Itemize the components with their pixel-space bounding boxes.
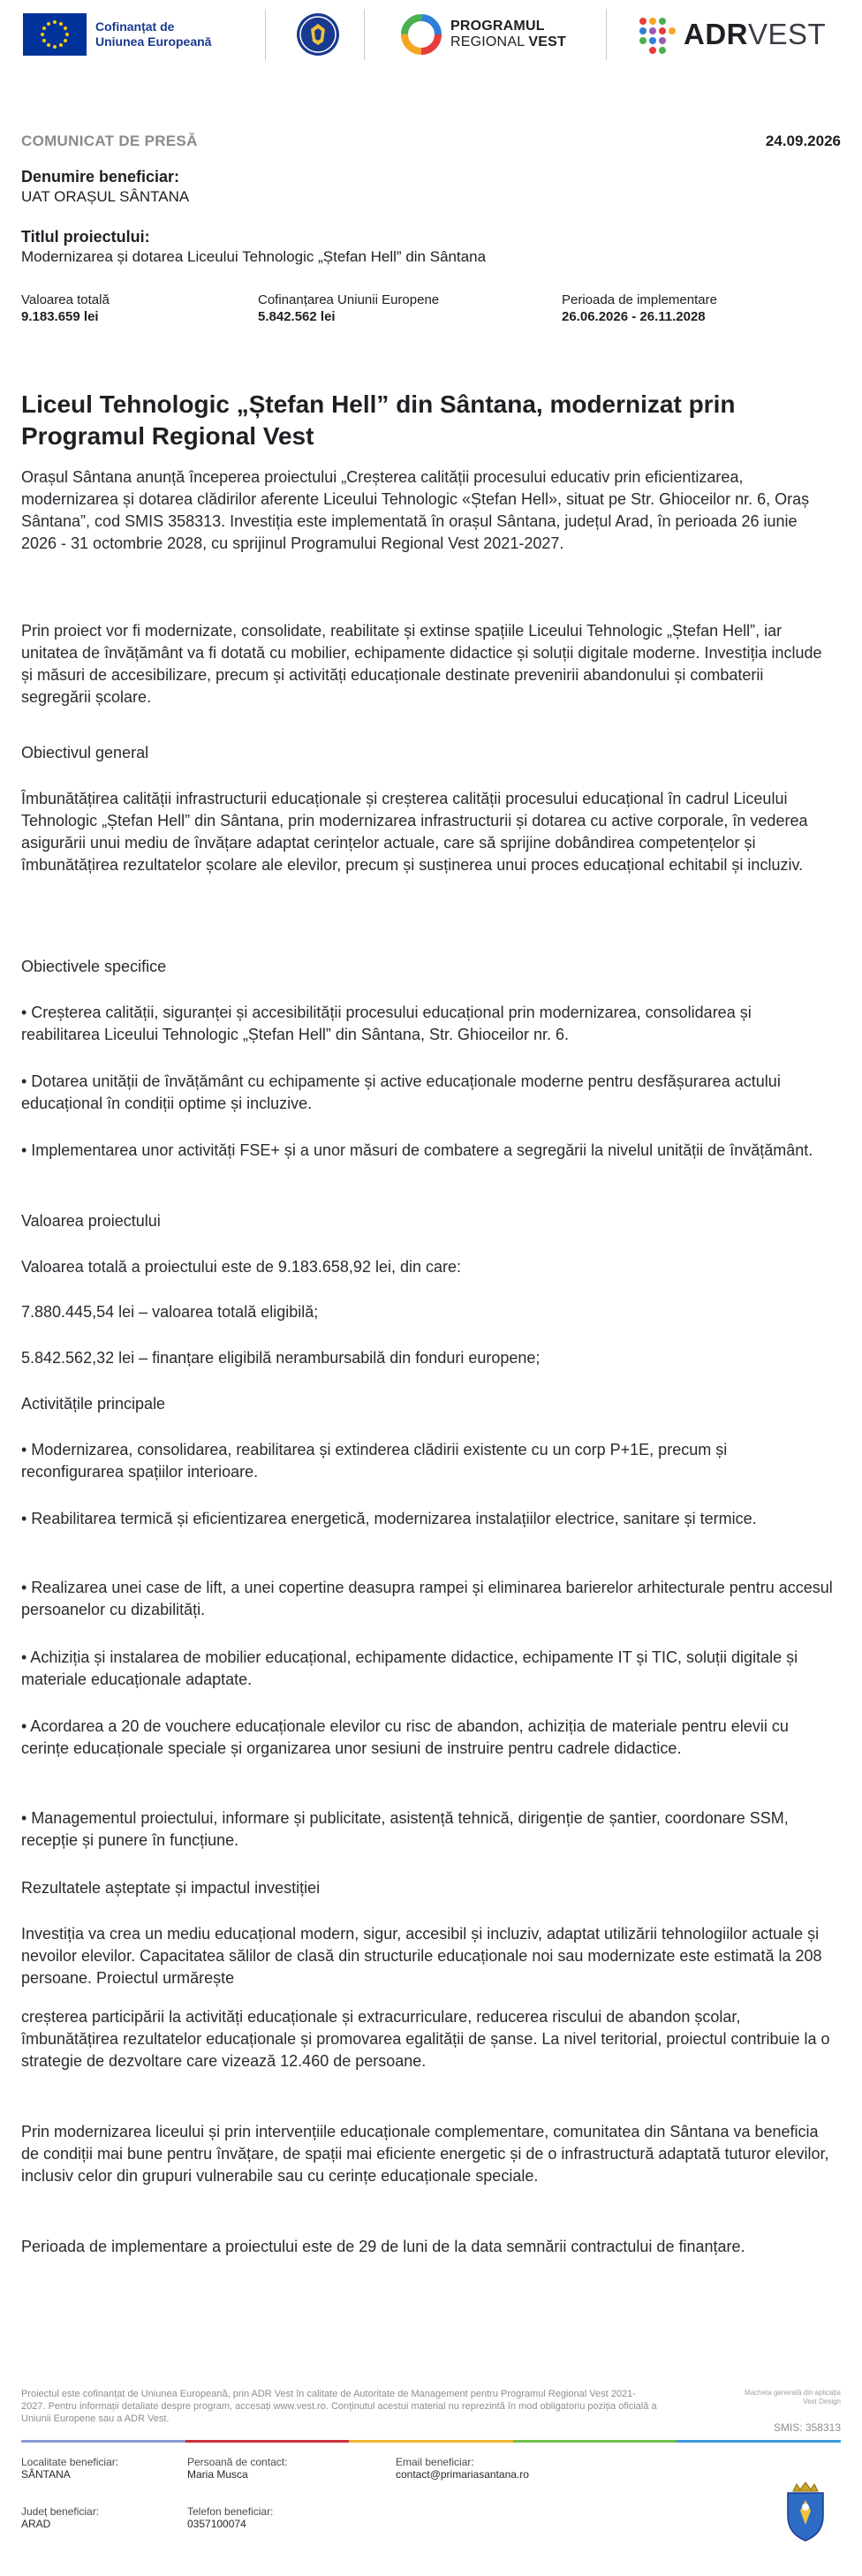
list-item: • Reabilitarea termică și eficientizarea energetică, modernizarea instalațiilor electrice, sanitare și termice.	[21, 1510, 757, 1527]
divider	[265, 9, 266, 60]
adr-vest-text	[684, 18, 826, 51]
footer-email-value[interactable]: contact@primariasantana.ro	[396, 2468, 529, 2481]
meta-implementation-period	[562, 292, 717, 325]
press-date: 24.09.2026	[765, 133, 841, 149]
eu-text-line1: Cofinanțat de	[95, 19, 175, 34]
list-item: • Modernizarea, consolidarea, reabilitarea și extinderea clădirii existente cu un corp P+1E, precum și reconfigurarea spațiilor interioare.	[21, 1441, 728, 1481]
project-title-label: Titlul proiectului:	[21, 228, 150, 246]
press-header	[21, 133, 841, 152]
meta-eu-cofinancing	[258, 292, 439, 325]
meta-label: Perioada de implementare	[562, 292, 717, 307]
list-item: • Acordarea a 20 de vouchere educaționale elevilor cu risc de abandon, achiziția de materiale pentru elevii cu cerințe educaționale speciale și organizarea unor sesiuni de instruire pentru cadrele didactice.	[21, 1717, 789, 1757]
footer-email-label: Email beneficiar:	[396, 2456, 474, 2468]
header-logos	[0, 0, 862, 69]
section-heading: Obiectivul general	[21, 744, 149, 761]
color-bar-segment	[513, 2440, 677, 2443]
regional-program-line2-bold: VEST	[528, 34, 566, 49]
santana-coat-of-arms-icon	[783, 2481, 828, 2542]
meta-value: 5.842.562 lei	[258, 309, 336, 324]
project-title-value: Modernizarea și dotarea Liceului Tehnologic „Ștefan Hell” din Sântana	[21, 248, 487, 265]
paragraph-eligible-value: 7.880.445,54 lei – valoarea totală eligibilă;	[21, 1303, 319, 1321]
paragraph-scope: Prin proiect vor fi modernizate, consolidate, reabilitate și extinse spațiile Liceului Tehnologic „Ștefan Hell”, iar unitatea de învățământ va fi dotată cu mobilier, echipamente didactice și soluții digitale moderne. Investiția include și măsuri de accesibilizare, precum și activități educaționale destinate prevenirii abandonului și combaterii segregării școlare.	[21, 622, 822, 706]
paragraph-duration: Perioada de implementare a proiectului este de 29 de luni de la data semnării contractului de finanțare.	[21, 2238, 745, 2255]
footer-generated-note: Macheta generată din aplicația Vest Design	[745, 2389, 841, 2406]
adr-vest-dots-icon	[636, 14, 677, 55]
meta-total-value	[21, 292, 110, 325]
footer-smis: SMIS: 358313	[773, 2421, 841, 2434]
footer-county-value: ARAD	[21, 2518, 51, 2530]
footer-phone-value: 0357100074	[187, 2518, 246, 2530]
paragraph-intro: Orașul Sântana anunță începerea proiectului „Creșterea calității procesului educativ prin eficientizarea, modernizarea și dotarea clădirilor aferente Liceului Tehnologic «Ștefan Hell», situat pe Str. Ghioceilor nr. 6, Oraș Sântana”, cod SMIS 358313. Investiția este implementată în orașul Sântana, județul Arad, în perioada 26 iunie 2026 - 31 octombrie 2028, cu sprijinul Programului Regional Vest 2021-2027.	[21, 468, 810, 552]
adr-vest-logo	[636, 12, 826, 57]
footer-contact-value: Maria Musca	[187, 2468, 248, 2481]
regional-program-ring-icon	[399, 12, 443, 57]
meta-value: 9.183.659 lei	[21, 309, 99, 324]
color-bar-segment	[21, 2440, 185, 2443]
meta-label: Cofinanțarea Uniunii Europene	[258, 292, 440, 307]
divider	[606, 9, 607, 60]
adr-text-bold: ADR	[684, 18, 748, 50]
regional-program-text	[450, 19, 566, 50]
regional-program-line1: PROGRAMUL	[450, 19, 545, 34]
adr-text-light: VEST	[748, 18, 827, 50]
article-title: Liceul Tehnologic „Ștefan Hell” din Sântana, modernizat prin Programul Regional Vest	[21, 390, 736, 450]
regional-program-line2: REGIONAL	[450, 34, 529, 49]
list-item: • Creșterea calității, siguranței și accesibilității procesului educațional prin modernizarea, consolidarea și reabilitarea Liceului Tehnologic „Ștefan Hell” din Sântana, Str. Ghioceilor nr. 6.	[21, 1004, 752, 1043]
list-item: • Dotarea unității de învățământ cu echipamente și active educaționale moderne pentru desfășurarea actului educațional în condiții optime și incluzive.	[21, 1072, 781, 1112]
paragraph-eu-financing: 5.842.562,32 lei – finanțare eligibilă nerambursabilă din fonduri europene;	[21, 1349, 541, 1367]
paragraph-community-benefit: Prin modernizarea liceului și prin intervențiile educaționale complementare, comunitatea din Sântana va beneficia de condiții mai bune pentru învățare, de spații mai eficiente energetic și de o infrastructură adaptată tuturor elevilor, inclusiv celor din grupuri vulnerabile sau cu cerințe educaționale speciale.	[21, 2123, 829, 2185]
paragraph-general-objective: Îmbunătățirea calității infrastructurii educaționale și creșterea calității procesului educațional în cadrul Liceului Tehnologic „Ștefan Hell” din Sântana, prin modernizarea infrastructurii și dotarea cu active corporale, în vederea asigurării unui mediu de învățare adaptat cerințelor actuale, care să sprijine dobândirea competențelor și îmbunătățirea rezultatelor școlare ale elevilor, precum și susținerea unui proces educațional echitabil și incluziv.	[21, 790, 808, 874]
government-logo	[297, 12, 339, 57]
footer-phone-label: Telefon beneficiar:	[187, 2505, 274, 2518]
eu-flag-icon	[23, 13, 87, 56]
paragraph-results-continued: creșterea participării la activități educaționale și extracurriculare, reducerea riscului de abandon școlar, îmbunătățirea rezultatelor educaționale și promovarea egalității de șanse. La nivel teritorial, proiectul contribuie la o strategie de dezvoltare care vizează 12.460 de persoane.	[21, 2008, 830, 2070]
government-crest-icon	[297, 13, 339, 56]
press-label: COMUNICAT DE PRESĂ	[21, 133, 198, 149]
paragraph-total-value: Valoarea totală a proiectului este de 9.183.658,92 lei, din care:	[21, 1258, 462, 1276]
list-item: • Achiziția și instalarea de mobilier educațional, echipamente didactice, echipamente IT și TIC, soluții digitale și materiale educaționale adaptate.	[21, 1648, 798, 1688]
paragraph-results: Investiția va crea un mediu educațional modern, sigur, accesibil și incluziv, adaptat utilizării tehnologiilor actuale și nevoilor elevilor. Capacitatea sălilor de clasă din structurile educaționale noi sau modernizate este estimată la 208 persoane. Proiectul urmărește	[21, 1925, 822, 1987]
regional-program-logo	[399, 12, 566, 57]
eu-text	[95, 19, 219, 49]
divider	[364, 9, 365, 60]
color-bar-segment	[349, 2440, 513, 2443]
beneficiary-value: UAT ORAȘUL SÂNTANA	[21, 188, 190, 205]
section-heading: Activitățile principale	[21, 1395, 166, 1413]
list-item: • Implementarea unor activități FSE+ și a unor măsuri de combatere a segregării la nivelul unității de învățământ.	[21, 1141, 813, 1159]
eu-logo	[23, 12, 219, 57]
footer-disclaimer: Proiectul este cofinanțat de Uniunea Europeană, prin ADR Vest în calitate de Autoritate de Management pentru Programul Regional Vest 2021-2027. Pentru informații detaliate despre program, accesați www.vest.ro. Conținutul acestui material nu reprezintă în mod obligatoriu poziția oficială a Uniunii Europene sau a ADR Vest.	[21, 2389, 657, 2424]
beneficiary-label: Denumire beneficiar:	[21, 168, 180, 186]
color-bar-segment	[677, 2440, 841, 2443]
section-heading: Obiectivele specifice	[21, 958, 167, 975]
footer-contact-label: Persoană de contact:	[187, 2456, 288, 2468]
meta-label: Valoarea totală	[21, 292, 110, 307]
section-heading: Valoarea proiectului	[21, 1212, 161, 1230]
meta-value: 26.06.2026 - 26.11.2028	[562, 309, 706, 324]
footer-color-bar	[21, 2440, 841, 2443]
footer-locality-label: Localitate beneficiar:	[21, 2456, 119, 2468]
section-heading: Rezultatele așteptate și impactul investiției	[21, 1879, 321, 1897]
list-item: • Managementul proiectului, informare și publicitate, asistență tehnică, dirigenție de șantier, coordonare SSM, recepție și punere în funcțiune.	[21, 1809, 789, 1849]
footer-locality-value: SÂNTANA	[21, 2468, 71, 2481]
list-item: • Realizarea unei case de lift, a unei copertine deasupra rampei și eliminarea barierelor arhitecturale pentru accesul persoanelor cu dizabilități.	[21, 1579, 833, 1618]
color-bar-segment	[185, 2440, 350, 2443]
footer-county-label: Județ beneficiar:	[21, 2505, 100, 2518]
eu-text-line2: Uniunea Europeană	[95, 34, 212, 49]
